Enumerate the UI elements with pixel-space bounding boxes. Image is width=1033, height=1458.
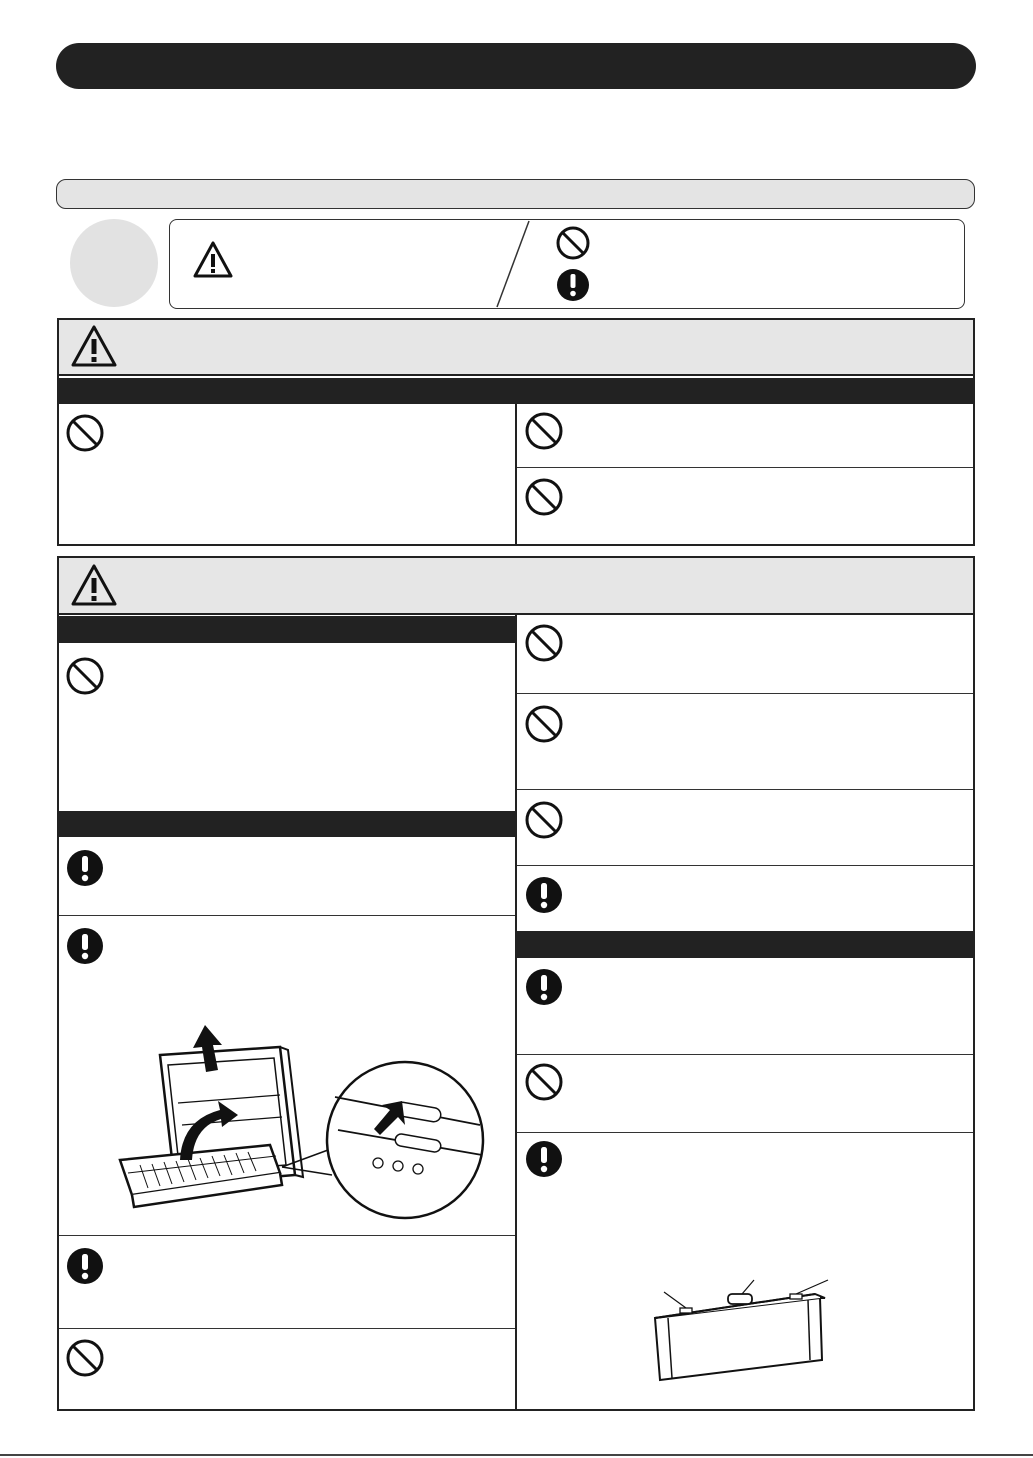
prohibited-icon [556, 226, 590, 260]
column-divider [515, 378, 517, 545]
section-heading-bar [56, 179, 975, 209]
warning-panel-2-header [59, 558, 973, 615]
closed-case-with-handle-illustration [650, 1278, 840, 1383]
open-keyboard-case-illustration [110, 1025, 490, 1230]
prohibited-icon [525, 801, 563, 839]
row-divider [517, 467, 973, 468]
prohibited-icon [525, 412, 563, 450]
prohibited-icon [525, 1063, 563, 1101]
prohibited-icon [525, 705, 563, 743]
row-divider [59, 915, 515, 916]
title-bar [56, 43, 976, 89]
page-bottom-rule [0, 1454, 1033, 1456]
row-divider [517, 1054, 973, 1055]
warning-panel-1-header [59, 320, 973, 376]
column-divider [515, 615, 517, 1410]
prohibited-icon [66, 1339, 104, 1377]
mandatory-icon [66, 1247, 104, 1285]
row-divider [517, 789, 973, 790]
mandatory-icon [66, 849, 104, 887]
warning-triangle-icon [70, 324, 118, 370]
prohibited-icon [66, 414, 104, 452]
row-divider [59, 1328, 515, 1329]
mandatory-icon [525, 968, 563, 1006]
mandatory-icon [525, 1140, 563, 1178]
prohibited-icon [525, 624, 563, 662]
row-divider [517, 865, 973, 866]
row-divider [517, 693, 973, 694]
panel-2-left-subheading-bar-1 [59, 616, 515, 643]
legend-circle-graphic [70, 219, 158, 307]
prohibited-icon [66, 657, 104, 695]
prohibited-icon [525, 478, 563, 516]
warning-triangle-icon [192, 240, 234, 280]
row-divider [517, 1132, 973, 1133]
mandatory-icon [66, 927, 104, 965]
mandatory-icon [556, 268, 590, 302]
row-divider [59, 1235, 515, 1236]
mandatory-icon [525, 876, 563, 914]
panel-2-left-subheading-bar-2 [59, 811, 515, 837]
warning-triangle-icon [70, 563, 118, 609]
panel-2-right-subheading-bar [517, 931, 973, 958]
